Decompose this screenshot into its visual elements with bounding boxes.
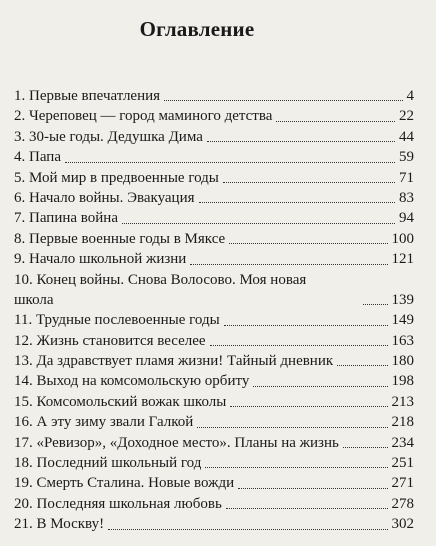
toc-entry-title	[14, 127, 359, 147]
dot-leader	[108, 529, 387, 530]
toc-entry-number: 5.	[14, 169, 26, 186]
toc-entry	[14, 188, 414, 208]
toc-entry-text-continued: школа	[14, 291, 54, 308]
toc-entry-text: А эту зиму звали Галкой	[36, 414, 194, 431]
toc-entry-number: 8.	[14, 230, 26, 247]
toc-entry-label	[14, 514, 359, 534]
toc-entry-text: Комсомольский вожак школы	[36, 393, 227, 410]
toc-entry-text: Первые впечатления	[29, 88, 161, 104]
toc-entry-number: 11.	[14, 312, 33, 329]
toc-entry-number: 21.	[14, 516, 33, 533]
toc-entry-label	[14, 494, 359, 514]
toc-entry	[14, 371, 414, 391]
toc-entry-page: 4	[406, 87, 414, 104]
toc-entry-text: «Ревизор», «Доходное место». Планы на жизнь	[36, 434, 339, 451]
toc-entry-number: 2.	[14, 108, 26, 125]
toc-entry-text: Жизнь становится веселее	[36, 332, 206, 349]
toc-entry-text: Выход на комсомольскую орбиту	[36, 373, 250, 390]
toc-entry-page: 44	[399, 128, 414, 145]
toc-entry-label	[14, 208, 359, 228]
toc-entry-title	[14, 331, 359, 351]
toc-entry-title	[14, 392, 359, 412]
toc-entry-title	[14, 351, 359, 371]
toc-entry	[14, 229, 414, 249]
toc-entry-number: 12.	[14, 332, 33, 349]
toc-entry-text: Последняя школьная любовь	[36, 495, 222, 512]
toc-entry-title	[14, 270, 359, 290]
toc-entry-text: Папа	[29, 149, 61, 166]
toc-entry-text: Начало войны. Эвакуация	[29, 189, 195, 206]
toc-entry-page: 251	[391, 455, 414, 472]
toc-entry-page: 22	[399, 108, 414, 125]
dot-leader	[65, 162, 395, 163]
toc-entry-title	[14, 473, 359, 493]
toc-entry-number: 1.	[14, 88, 26, 104]
toc-entry-number: 3.	[14, 128, 26, 145]
toc-entry	[14, 473, 414, 493]
toc-entry-text: Начало школьной жизни	[29, 251, 187, 268]
toc-entry-page: 163	[391, 332, 414, 349]
toc-entry-page: 180	[391, 353, 414, 370]
toc-entry	[14, 127, 414, 147]
toc-entry-number: 9.	[14, 251, 26, 268]
toc-entry	[14, 147, 414, 167]
toc-entry-text: Трудные послевоенные годы	[35, 312, 220, 329]
dot-leader	[197, 427, 387, 428]
toc-entry	[14, 392, 414, 412]
dot-leader	[122, 223, 395, 224]
toc-entry-title	[14, 453, 359, 473]
dot-leader	[190, 264, 387, 265]
dot-leader	[210, 345, 388, 346]
toc-entry-page: 71	[399, 169, 414, 186]
toc-entry-label	[14, 371, 359, 391]
toc-entry-page: 121	[391, 251, 414, 268]
toc-entry-text: Да здравствует пламя жизни! Тайный дневник	[36, 353, 334, 370]
toc-entry-number: 16.	[14, 414, 33, 431]
toc-entry-title	[14, 514, 359, 534]
toc-entry	[14, 494, 414, 514]
toc-entry-number: 13.	[14, 353, 33, 370]
toc-entry-label	[14, 188, 359, 208]
toc-entry-text: 30-ые годы. Дедушка Дима	[29, 128, 203, 145]
toc-entry-label	[14, 310, 359, 330]
toc-entry-page: 100	[391, 230, 414, 247]
page-title: Оглавление	[139, 17, 255, 41]
toc-entry-title	[14, 188, 359, 208]
toc-entry-number: 20.	[14, 495, 33, 512]
table-of-contents	[14, 86, 414, 535]
toc-entry-page: 198	[391, 373, 414, 390]
toc-entry-title	[14, 208, 359, 228]
toc-entry-label	[14, 433, 359, 453]
toc-entry	[14, 453, 414, 473]
toc-entry-label	[14, 453, 359, 473]
toc-entry-page: 94	[399, 210, 414, 227]
toc-entry	[14, 106, 414, 126]
toc-entry-text: В Москву!	[36, 516, 105, 533]
toc-entry-title	[14, 86, 359, 106]
toc-entry-label	[14, 331, 359, 351]
toc-entry-label	[14, 86, 359, 106]
toc-entry-page: 83	[399, 189, 414, 206]
toc-entry	[14, 412, 414, 432]
toc-entry-title	[14, 106, 359, 126]
toc-entry-text: Папина война	[29, 210, 118, 227]
toc-entry	[14, 331, 414, 351]
toc-entry-text: Конец войны. Снова Волосово. Моя новая	[36, 271, 307, 288]
toc-entry-page: 139	[391, 291, 414, 308]
toc-entry-label	[14, 229, 359, 249]
dot-leader	[224, 325, 388, 326]
toc-entry	[14, 514, 414, 534]
toc-entry	[14, 433, 414, 453]
toc-entry-label	[14, 147, 359, 167]
toc-entry-title	[14, 412, 359, 432]
toc-entry-page: 213	[391, 393, 414, 410]
toc-entry-label	[14, 106, 359, 126]
toc-entry-page: 234	[391, 434, 414, 451]
toc-entry-title	[14, 310, 359, 330]
toc-entry-page: 218	[391, 414, 414, 431]
toc-entry	[14, 270, 414, 311]
toc-entry-number: 17.	[14, 434, 33, 451]
toc-entry-label	[14, 168, 359, 188]
toc-entry-page: 59	[399, 149, 414, 166]
toc-entry-label	[14, 127, 359, 147]
toc-entry	[14, 208, 414, 228]
toc-entry-label	[14, 392, 359, 412]
toc-entry-number: 7.	[14, 210, 26, 227]
toc-entry-label	[14, 249, 359, 269]
toc-entry-title	[14, 249, 359, 269]
toc-entry-number: 18.	[14, 455, 33, 472]
toc-entry-text: Мой мир в предвоенные годы	[29, 169, 219, 186]
toc-entry-label	[14, 351, 359, 371]
toc-entry-page: 149	[391, 312, 414, 329]
toc-entry-title	[14, 494, 359, 514]
toc-entry-title	[14, 168, 359, 188]
toc-entry-label	[14, 412, 359, 432]
dot-leader	[205, 467, 387, 468]
toc-entry-label	[14, 473, 359, 493]
toc-entry-label	[14, 270, 359, 311]
toc-entry	[14, 310, 414, 330]
toc-entry-text: Череповец — город маминого детства	[29, 108, 273, 125]
toc-entry-title	[14, 371, 359, 391]
toc-entry	[14, 168, 414, 188]
toc-entry-number: 19.	[14, 475, 33, 492]
toc-entry-number: 10.	[14, 271, 33, 288]
toc-entry-number: 15.	[14, 393, 33, 410]
toc-entry-title	[14, 433, 359, 453]
toc-entry-text: Последний школьный год	[36, 455, 202, 472]
toc-entry-text: Смерть Сталина. Новые вожди	[36, 475, 235, 492]
toc-entry-title	[14, 229, 359, 249]
toc-entry	[14, 351, 414, 371]
toc-entry-number: 4.	[14, 149, 26, 166]
toc-entry-title	[14, 147, 359, 167]
toc-entry-page: 271	[391, 475, 414, 492]
toc-entry-number: 6.	[14, 189, 26, 206]
toc-entry-number: 14.	[14, 373, 33, 390]
toc-entry-page: 278	[391, 495, 414, 512]
toc-entry-page: 302	[391, 516, 414, 533]
toc-entry	[14, 249, 414, 269]
toc-entry	[14, 86, 414, 106]
toc-entry-text: Первые военные годы в Мяксе	[29, 230, 226, 247]
